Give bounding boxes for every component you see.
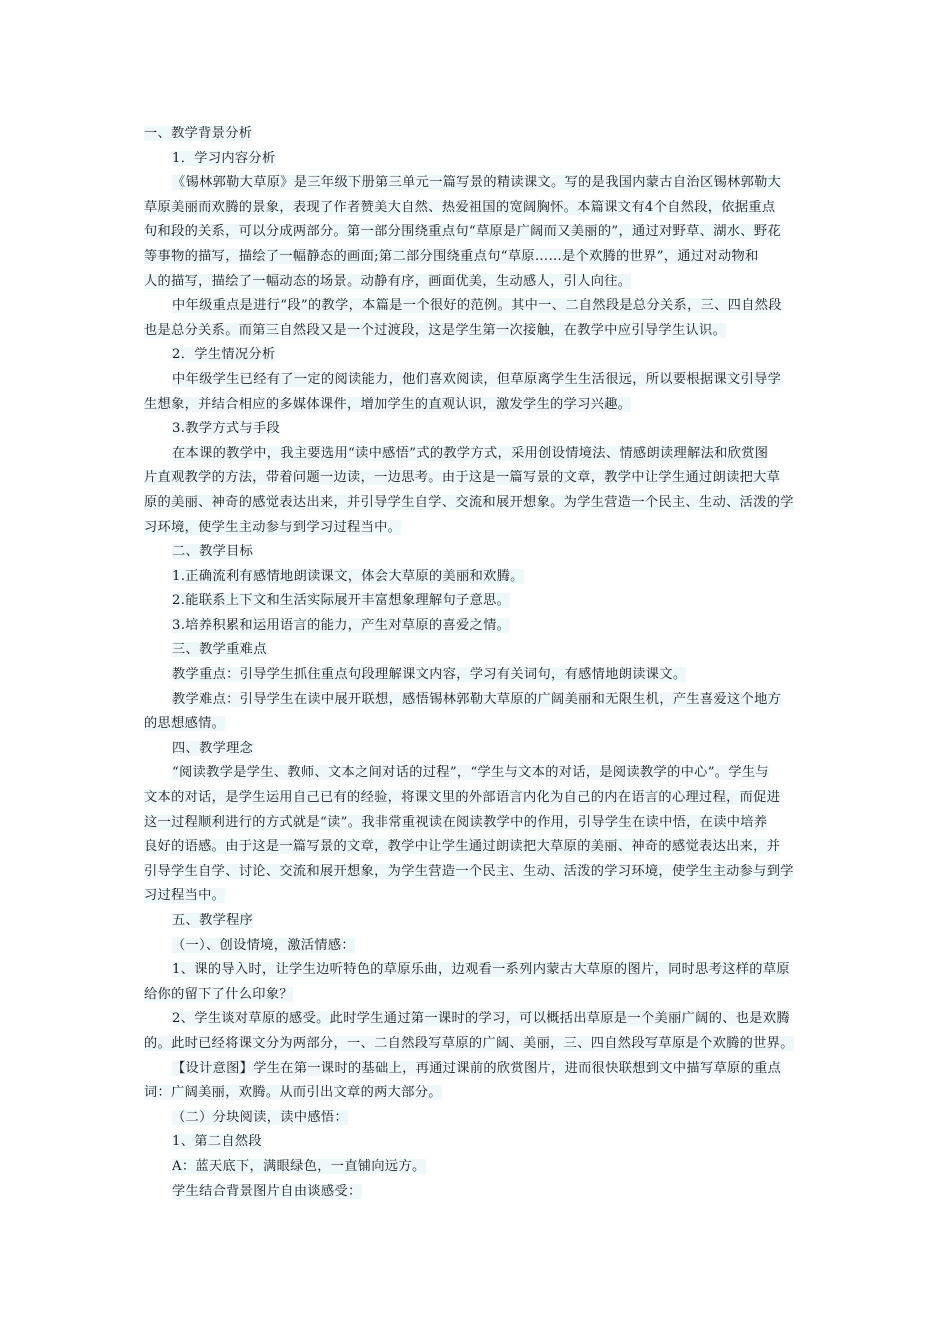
- document-body: [144, 122, 812, 1204]
- text-line-content: 也是总分关系。而第三自然段又是一个过渡段，这是学生第一次接触，在教学中应引导学生认识。: [144, 322, 727, 338]
- text-line-content: A：蓝天底下，满眼绿色，一直铺向远方。: [172, 1158, 426, 1174]
- text-line: [144, 1007, 812, 1032]
- text-line-content: （一）、创设情境，激活情感：: [172, 937, 355, 953]
- text-line: [144, 270, 812, 295]
- text-line: [144, 1081, 812, 1106]
- text-line-content: 中年级学生已经有了一定的阅读能力，他们喜欢阅读，但草原离学生生活很远，所以要根据课文引导学: [172, 371, 782, 387]
- text-line-content: 一、教学背景分析: [144, 126, 253, 141]
- text-line-content: 1.正确流利有感情地朗读课文，体会大草原的美丽和欢腾。: [172, 568, 524, 584]
- text-line: [144, 319, 812, 344]
- text-line-content: 2．学生情况分析: [172, 347, 276, 363]
- text-line: [144, 811, 812, 836]
- text-line-content: 3.培养积累和运用语言的能力，产生对草原的喜爱之情。: [172, 617, 511, 633]
- text-line-content: 草原美丽而欢腾的景象，表现了作者赞美大自然、热爱祖国的宽阔胸怀。本篇课文有4个自然段，依据重点: [144, 199, 776, 215]
- text-line: [144, 196, 812, 221]
- text-line-content: 三、教学重难点: [172, 642, 267, 658]
- text-line: [144, 688, 812, 713]
- text-line-content: 给你的留下了什么印象？: [144, 986, 293, 1002]
- text-line-content: 词：广阔美丽，欢腾。从而引出文章的两大部分。: [144, 1085, 442, 1101]
- text-line: [144, 147, 812, 172]
- text-line-content: 2.能联系上下文和生活实际展开丰富想象理解句子意思。: [172, 593, 511, 609]
- text-line: [144, 1180, 812, 1205]
- text-line-content: 3.教学方式与手段: [172, 421, 281, 437]
- text-line-content: 中年级重点是进行“段”的教学，本篇是一个很好的范例。其中一、二自然段是总分关系，三、四自然段: [172, 298, 782, 314]
- text-line: [144, 638, 812, 663]
- text-line-content: 1．学习内容分析: [172, 150, 276, 166]
- text-line-content: 教学重点：引导学生抓住重点句段理解课文内容，学习有关词句，有感情地朗读课文。: [172, 667, 687, 683]
- text-line-content: 习过程当中。: [144, 888, 226, 904]
- text-line-content: 【设计意图】学生在第一课时的基础上，再通过课前的欣赏图片，进而很快联想到文中描写草原的重点: [172, 1060, 782, 1076]
- text-line: [144, 343, 812, 368]
- text-line: [144, 614, 812, 639]
- text-line-content: 等事物的描写，描绘了一幅静态的画面;第二部分围绕重点句“草原……是个欢腾的世界”，通过对动物和: [144, 248, 759, 264]
- text-line-content: 《锡林郭勒大草原》是三年级下册第三单元一篇写景的精读课文。写的是我国内蒙古自治区锡林郭勒大: [172, 175, 782, 191]
- text-line: [144, 368, 812, 393]
- text-line: [144, 417, 812, 442]
- text-line: [144, 1057, 812, 1082]
- text-line-content: 习环境，使学生主动参与到学习过程当中。: [144, 519, 402, 535]
- text-line: [144, 294, 812, 319]
- text-line: [144, 589, 812, 614]
- text-line: [144, 171, 812, 196]
- text-line: [144, 466, 812, 491]
- text-line: [144, 220, 812, 245]
- text-line-content: 在本课的教学中，我主要选用“读中感悟”式的教学方式，采用创设情境法、情感朗读理解法和欣赏图: [172, 445, 769, 461]
- text-line-content: 这一过程顺利进行的方式就是“读”。我非常重视读在阅读教学中的作用，引导学生在读中悟，在读中培养: [144, 814, 768, 830]
- text-line-content: 句和段的关系，可以分成两部分。第一部分围绕重点句“草原是广阔而又美丽的”，通过对野草、湖水、野花: [144, 224, 781, 240]
- text-line-content: “阅读教学是学生、教师、文本之间对话的过程”，“学生与文本的对话，是阅读教学的中心”。学生与: [172, 765, 769, 781]
- text-line: [144, 1106, 812, 1131]
- text-line-content: 1、课的导入时，让学生边听特色的草原乐曲，边观看一系列内蒙古大草原的图片，同时思考这样的草原: [172, 962, 790, 978]
- text-line: [144, 934, 812, 959]
- text-line-content: 1、第二自然段: [172, 1134, 262, 1150]
- text-line: [144, 958, 812, 983]
- text-line: [144, 245, 812, 270]
- text-line: [144, 983, 812, 1008]
- text-line-content: 的思想感情。: [144, 716, 226, 732]
- text-line: [144, 835, 812, 860]
- text-line: [144, 540, 812, 565]
- text-line: [144, 761, 812, 786]
- text-line: [144, 663, 812, 688]
- text-line: [144, 122, 812, 147]
- text-line-content: 片直观教学的方法，带着问题一边读，一边思考。由于这是一篇写景的文章，教学中让学生通过朗读把大草: [144, 470, 781, 486]
- text-line-content: 人的描写，描绘了一幅动态的场景。动静有序，画面优美，生动感人，引人向往。: [144, 273, 632, 289]
- text-line: [144, 712, 812, 737]
- text-line: [144, 393, 812, 418]
- text-line: [144, 786, 812, 811]
- text-line: [144, 860, 812, 885]
- text-line-content: 引导学生自学、讨论、交流和展开想象，为学生营造一个民主、生动、活泼的学习环境，使学生主动参与到学: [144, 863, 794, 879]
- text-line: [144, 516, 812, 541]
- text-line-content: 教学难点：引导学生在读中展开联想，感悟锡林郭勒大草原的广阔美丽和无限生机，产生喜爱这个地方: [172, 691, 782, 707]
- text-line: [144, 737, 812, 762]
- text-line-content: 文本的对话，是学生运用自己已有的经验，将课文里的外部语言内化为自己的内在语言的心理过程，而促进: [144, 790, 781, 806]
- text-line: [144, 1155, 812, 1180]
- text-line: [144, 909, 812, 934]
- text-line-content: 四、教学理念: [172, 740, 254, 756]
- text-line-content: 良好的语感。由于这是一篇写景的文章，教学中让学生通过朗读把大草原的美丽、神奇的感觉表达出来，并: [144, 839, 781, 855]
- text-line: [144, 884, 812, 909]
- text-line: [144, 1130, 812, 1155]
- text-line-content: 五、教学程序: [172, 913, 254, 928]
- text-line-content: 生想象，并结合相应的多媒体课件，增加学生的直观认识，激发学生的学习兴趣。: [144, 396, 632, 412]
- text-line-content: 学生结合背景图片自由谈感受：: [172, 1183, 362, 1199]
- text-line-content: 2、学生谈对草原的感受。此时学生通过第一课时的学习，可以概括出草原是一个美丽广阔的、也是欢腾: [172, 1011, 790, 1027]
- text-line-content: 的。此时已经将课文分为两部分，一、二自然段写草原的广阔、美丽，三、四自然段写草原是个欢腾的世界。: [144, 1035, 794, 1051]
- text-line: [144, 1032, 812, 1057]
- text-line-content: （二）分块阅读，读中感悟：: [172, 1109, 348, 1125]
- text-line: [144, 442, 812, 467]
- text-line-content: 原的美丽、神奇的感觉表达出来，并引导学生自学、交流和展开想象。为学生营造一个民主、生动、活泼的学: [144, 494, 794, 510]
- text-line: [144, 565, 812, 590]
- text-line: [144, 491, 812, 516]
- text-line-content: 二、教学目标: [172, 544, 254, 560]
